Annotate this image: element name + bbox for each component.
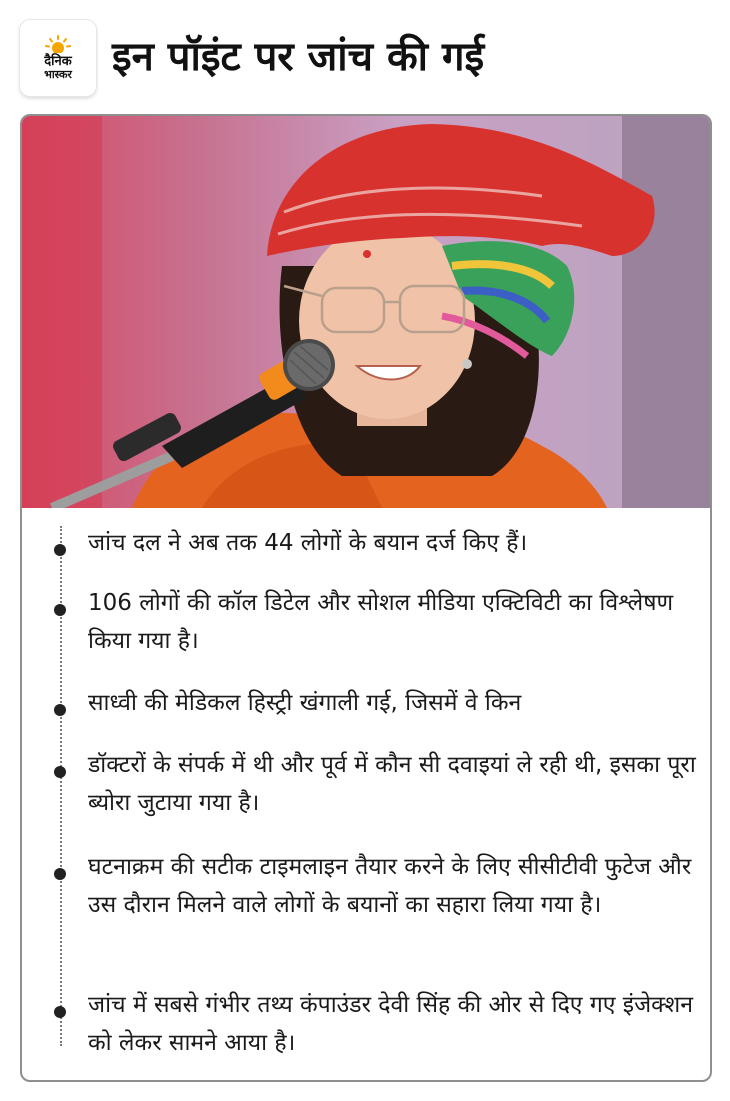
sun-icon xyxy=(45,35,71,53)
header xyxy=(0,0,730,110)
point-text: डॉक्टरों के संपर्क में थी और पूर्व में कौन सी दवाइयां ले रही थी, इसका पूरा ब्योरा जुटाया गया है। xyxy=(88,752,696,816)
bullet-dot-icon xyxy=(54,544,66,556)
point-text: घटनाक्रम की सटीक टाइमलाइन तैयार करने के लिए सीसीटीवी फुटेज और उस दौरान मिलने वाले लोगों के बयानों का सहारा लिया गया है। xyxy=(88,854,692,918)
logo-line-2: भास्कर xyxy=(44,68,72,81)
point-text: 106 लोगों की कॉल डिटेल और सोशल मीडिया एक्टिविटी का विश्लेषण किया गया है। xyxy=(88,590,674,654)
bullet-dot-icon xyxy=(54,604,66,616)
key-points-list xyxy=(22,508,710,1080)
logo-line-1: दैनिक xyxy=(44,54,72,69)
speaker-photo xyxy=(22,116,710,508)
dainik-bhaskar-logo xyxy=(20,20,96,96)
info-card xyxy=(20,114,712,1082)
bullet-dot-icon xyxy=(54,1006,66,1018)
bullet-dot-icon xyxy=(54,766,66,778)
bullet-dot-icon xyxy=(54,868,66,880)
page-title: इन पॉइंट पर जांच की गई xyxy=(112,34,485,80)
bullet-dot-icon xyxy=(54,704,66,716)
point-text: जांच में सबसे गंभीर तथ्य कंपाउंडर देवी सिंह की ओर से दिए गए इंजेक्शन को लेकर सामने आया है। xyxy=(88,992,693,1056)
point-text: जांच दल ने अब तक 44 लोगों के बयान दर्ज किए हैं। xyxy=(88,530,528,556)
point-text: साध्वी की मेडिकल हिस्ट्री खंगाली गई, जिसमें वे किन xyxy=(88,690,522,716)
